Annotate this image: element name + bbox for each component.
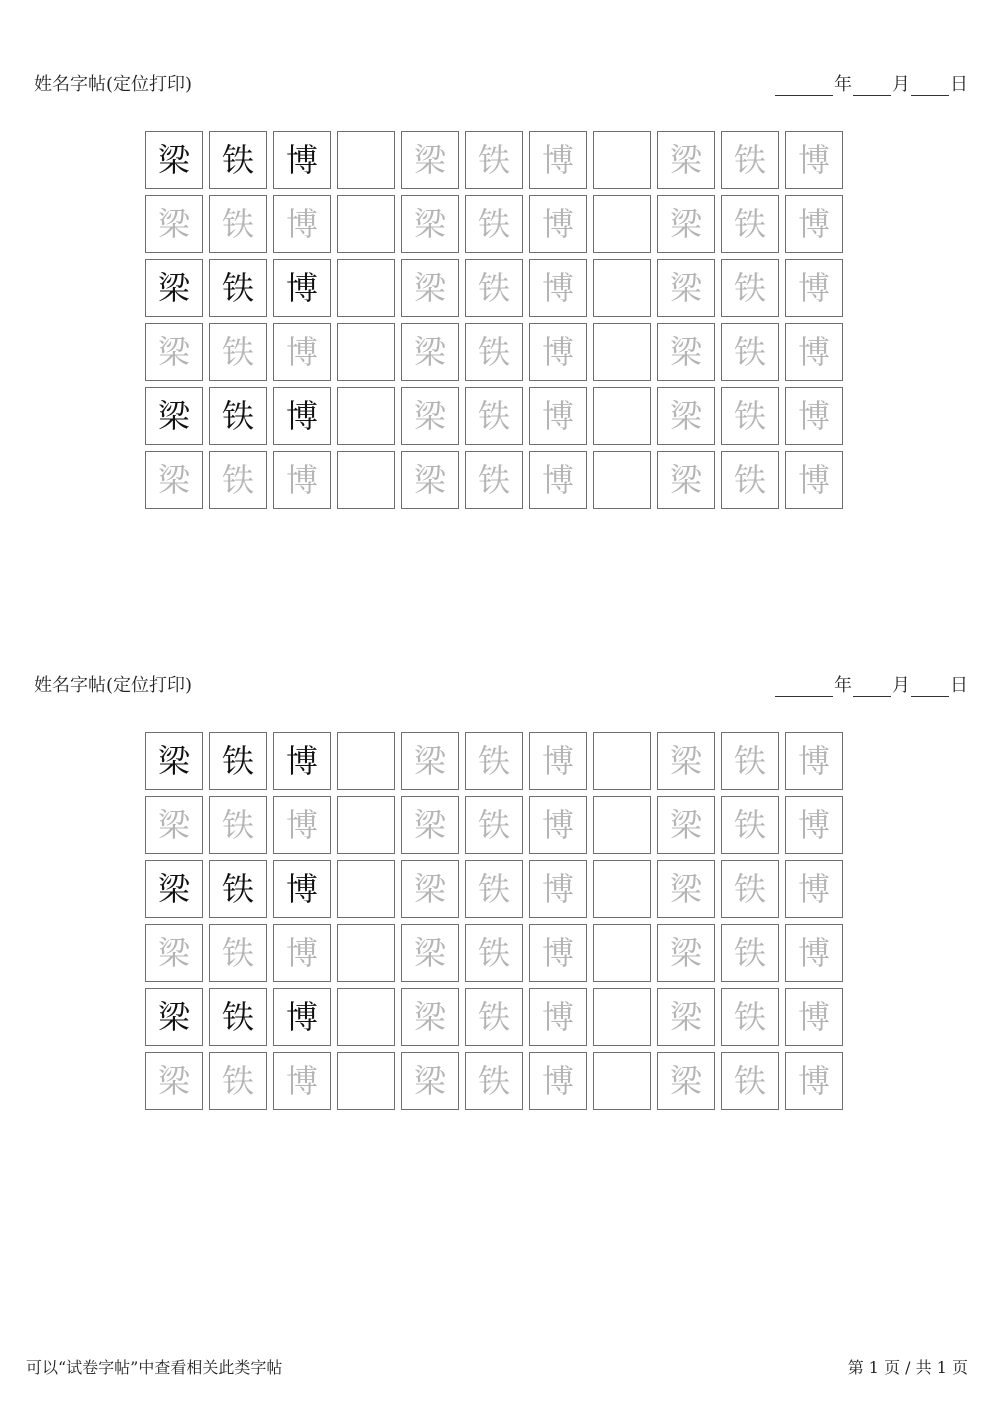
practice-cell: 梁 <box>401 860 459 918</box>
practice-cell: 梁 <box>401 323 459 381</box>
practice-cell: 梁 <box>401 732 459 790</box>
practice-cell: 铁 <box>721 796 779 854</box>
page-info: 第 1 页 / 共 1 页 <box>847 1358 968 1377</box>
worksheet-1 <box>0 0 992 499</box>
practice-cell: 博 <box>529 131 587 189</box>
practice-cell: 铁 <box>209 387 267 445</box>
month-label: 月 <box>892 675 910 696</box>
practice-cell: 梁 <box>657 1052 715 1110</box>
blank-cell <box>337 732 395 790</box>
practice-cell: 博 <box>529 924 587 982</box>
blank-cell <box>593 988 651 1046</box>
practice-cell: 梁 <box>145 323 203 381</box>
practice-cell: 博 <box>529 988 587 1046</box>
sheet-title: 姓名字帖(定位打印) <box>34 675 193 696</box>
practice-cell: 梁 <box>657 924 715 982</box>
practice-cell: 铁 <box>721 131 779 189</box>
practice-cell: 博 <box>273 323 331 381</box>
practice-cell: 博 <box>785 387 843 445</box>
practice-cell: 博 <box>529 732 587 790</box>
practice-cell: 铁 <box>465 796 523 854</box>
practice-cell: 博 <box>273 195 331 253</box>
sheet-title: 姓名字帖(定位打印) <box>34 74 193 95</box>
practice-cell: 博 <box>785 131 843 189</box>
blank-cell <box>593 1052 651 1110</box>
year-blank <box>775 678 833 697</box>
practice-cell: 铁 <box>465 259 523 317</box>
day-blank <box>911 678 949 697</box>
practice-cell: 博 <box>529 796 587 854</box>
practice-cell: 梁 <box>145 259 203 317</box>
blank-cell <box>593 131 651 189</box>
practice-cell: 梁 <box>657 387 715 445</box>
practice-cell: 博 <box>273 1052 331 1110</box>
practice-cell: 博 <box>529 860 587 918</box>
practice-cell: 梁 <box>401 387 459 445</box>
practice-cell: 博 <box>785 259 843 317</box>
practice-cell: 铁 <box>721 860 779 918</box>
footer-note: 可以“试卷字帖”中查看相关此类字帖 <box>26 1358 283 1377</box>
practice-cell: 梁 <box>657 259 715 317</box>
practice-cell: 铁 <box>209 860 267 918</box>
practice-cell: 铁 <box>721 1052 779 1110</box>
practice-cell: 博 <box>785 732 843 790</box>
practice-cell: 梁 <box>145 796 203 854</box>
practice-cell: 博 <box>785 796 843 854</box>
date-line <box>774 74 968 96</box>
blank-cell <box>593 924 651 982</box>
practice-cell: 梁 <box>401 988 459 1046</box>
practice-cell: 梁 <box>145 1052 203 1110</box>
practice-cell: 博 <box>273 451 331 509</box>
practice-cell: 梁 <box>145 131 203 189</box>
practice-cell: 铁 <box>209 259 267 317</box>
year-label: 年 <box>834 675 852 696</box>
practice-cell: 铁 <box>465 732 523 790</box>
practice-cell: 梁 <box>401 796 459 854</box>
blank-cell <box>593 860 651 918</box>
practice-cell: 铁 <box>465 451 523 509</box>
practice-cell: 梁 <box>401 924 459 982</box>
practice-cell: 铁 <box>209 451 267 509</box>
practice-cell: 铁 <box>209 988 267 1046</box>
day-label: 日 <box>950 74 968 95</box>
practice-cell: 梁 <box>401 451 459 509</box>
practice-cell: 铁 <box>465 323 523 381</box>
practice-cell: 博 <box>529 1052 587 1110</box>
practice-cell: 梁 <box>657 860 715 918</box>
practice-cell: 博 <box>529 387 587 445</box>
practice-cell: 博 <box>273 988 331 1046</box>
blank-cell <box>593 259 651 317</box>
month-blank <box>853 77 891 96</box>
blank-cell <box>337 323 395 381</box>
practice-cell: 博 <box>785 860 843 918</box>
blank-cell <box>337 924 395 982</box>
practice-cell: 博 <box>273 796 331 854</box>
practice-cell: 梁 <box>145 988 203 1046</box>
practice-cell: 铁 <box>465 860 523 918</box>
practice-cell: 铁 <box>209 732 267 790</box>
blank-cell <box>337 259 395 317</box>
practice-cell: 铁 <box>465 131 523 189</box>
practice-cell: 博 <box>273 131 331 189</box>
practice-cell: 铁 <box>209 323 267 381</box>
blank-cell <box>337 796 395 854</box>
practice-cell: 博 <box>785 1052 843 1110</box>
practice-cell: 铁 <box>465 195 523 253</box>
practice-cell: 博 <box>529 259 587 317</box>
practice-cell: 博 <box>273 860 331 918</box>
practice-cell: 梁 <box>657 131 715 189</box>
practice-cell: 铁 <box>721 195 779 253</box>
practice-cell: 博 <box>785 323 843 381</box>
practice-cell: 博 <box>785 988 843 1046</box>
blank-cell <box>337 387 395 445</box>
practice-cell: 博 <box>273 259 331 317</box>
practice-cell: 博 <box>273 924 331 982</box>
date-line <box>774 675 968 697</box>
practice-cell: 博 <box>529 195 587 253</box>
practice-cell: 梁 <box>401 259 459 317</box>
practice-cell: 梁 <box>145 924 203 982</box>
practice-cell: 梁 <box>657 796 715 854</box>
blank-cell <box>337 988 395 1046</box>
practice-cell: 梁 <box>401 1052 459 1110</box>
practice-cell: 梁 <box>657 323 715 381</box>
practice-cell: 博 <box>785 195 843 253</box>
practice-cell: 铁 <box>721 323 779 381</box>
blank-cell <box>593 387 651 445</box>
practice-cell: 梁 <box>145 387 203 445</box>
blank-cell <box>337 1052 395 1110</box>
practice-cell: 铁 <box>721 259 779 317</box>
practice-cell: 铁 <box>209 924 267 982</box>
practice-cell: 铁 <box>721 732 779 790</box>
month-blank <box>853 678 891 697</box>
worksheet-2 <box>0 601 992 1100</box>
practice-cell: 铁 <box>721 924 779 982</box>
practice-cell: 铁 <box>721 988 779 1046</box>
day-blank <box>911 77 949 96</box>
practice-cell: 梁 <box>145 732 203 790</box>
practice-cell: 铁 <box>465 1052 523 1110</box>
practice-cell: 梁 <box>657 732 715 790</box>
blank-cell <box>337 131 395 189</box>
practice-cell: 铁 <box>465 988 523 1046</box>
blank-cell <box>593 451 651 509</box>
blank-cell <box>337 451 395 509</box>
practice-cell: 铁 <box>465 924 523 982</box>
practice-cell: 博 <box>785 451 843 509</box>
practice-cell: 博 <box>785 924 843 982</box>
blank-cell <box>593 195 651 253</box>
practice-cell: 铁 <box>721 387 779 445</box>
practice-cell: 铁 <box>209 195 267 253</box>
year-blank <box>775 77 833 96</box>
practice-cell: 博 <box>529 323 587 381</box>
practice-cell: 梁 <box>657 988 715 1046</box>
practice-cell: 梁 <box>401 195 459 253</box>
practice-cell: 铁 <box>209 796 267 854</box>
blank-cell <box>337 195 395 253</box>
year-label: 年 <box>834 74 852 95</box>
blank-cell <box>337 860 395 918</box>
practice-cell: 梁 <box>657 451 715 509</box>
practice-cell: 博 <box>529 451 587 509</box>
blank-cell <box>593 732 651 790</box>
blank-cell <box>593 323 651 381</box>
practice-cell: 铁 <box>209 1052 267 1110</box>
month-label: 月 <box>892 74 910 95</box>
blank-cell <box>593 796 651 854</box>
practice-cell: 梁 <box>401 131 459 189</box>
day-label: 日 <box>950 675 968 696</box>
practice-cell: 铁 <box>465 387 523 445</box>
practice-cell: 梁 <box>657 195 715 253</box>
practice-cell: 梁 <box>145 451 203 509</box>
practice-cell: 梁 <box>145 195 203 253</box>
practice-cell: 博 <box>273 732 331 790</box>
practice-cell: 博 <box>273 387 331 445</box>
practice-cell: 铁 <box>721 451 779 509</box>
practice-cell: 铁 <box>209 131 267 189</box>
practice-cell: 梁 <box>145 860 203 918</box>
